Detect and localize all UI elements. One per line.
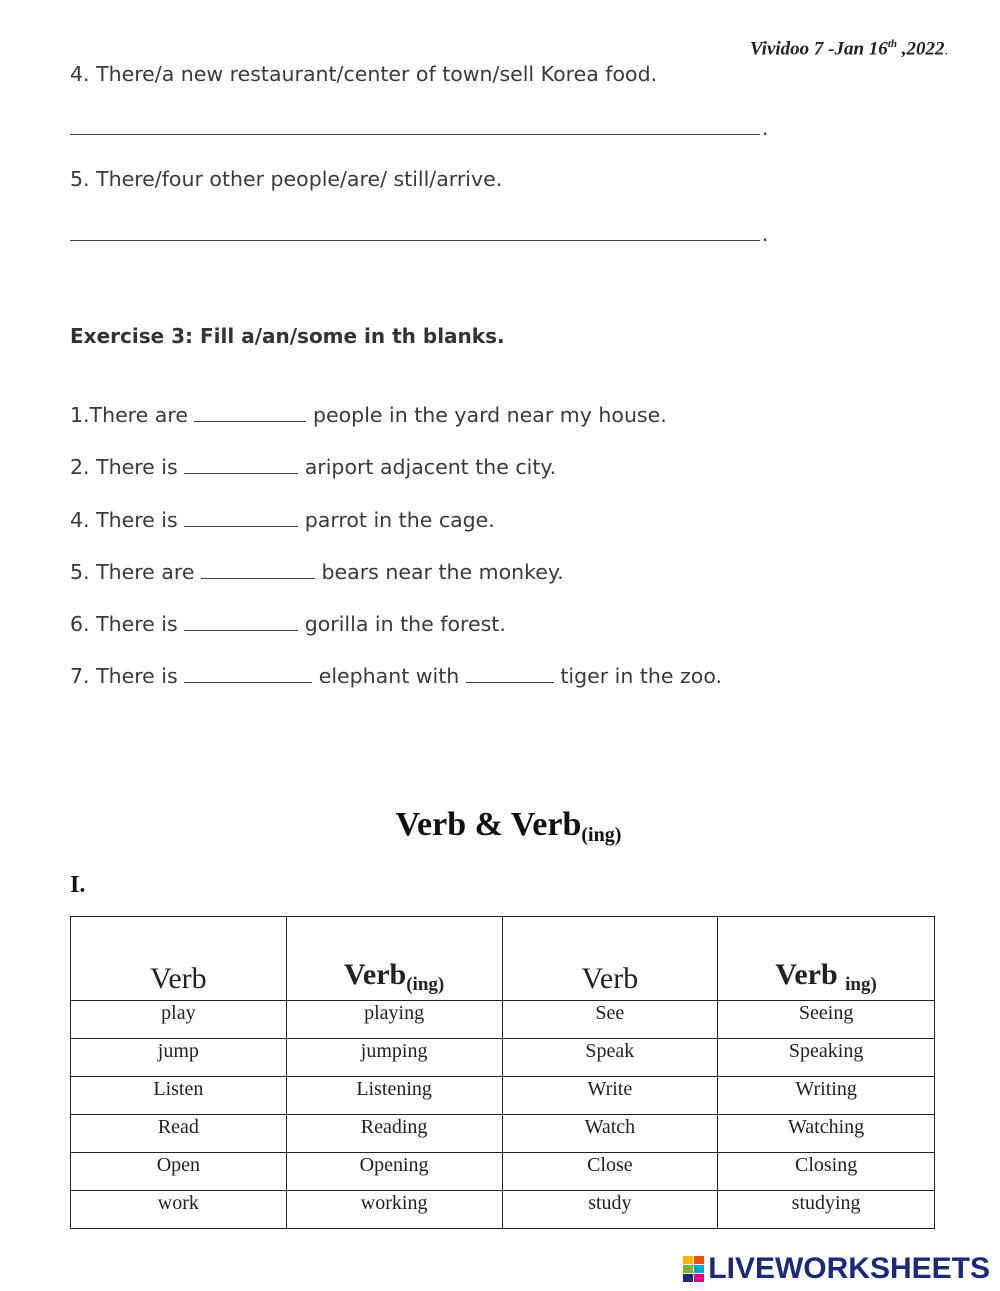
answer-line-5[interactable]	[70, 240, 760, 241]
item-6-after: gorilla in the forest.	[304, 612, 506, 636]
answer-line-5-dot: .	[762, 222, 769, 246]
logo-text: LIVEWORKSHEETS	[708, 1252, 990, 1285]
header-dot: .	[944, 43, 948, 59]
section-title-sub: (ing)	[581, 824, 622, 846]
table-cell: playing	[286, 1001, 502, 1039]
table-cell: work	[71, 1191, 287, 1229]
table-cell: studying	[718, 1191, 935, 1229]
header-date-note	[750, 38, 948, 60]
exercise2-item-4: 4. There/a new restaurant/center of town/sell Korea food.	[70, 62, 658, 86]
table-row	[71, 1153, 935, 1191]
table-row	[71, 1001, 935, 1039]
exercise3-item-6	[70, 612, 506, 636]
table-cell: Open	[71, 1153, 287, 1191]
logo-block	[683, 1274, 693, 1282]
table-cell: study	[502, 1191, 718, 1229]
exercise3-item-5	[70, 560, 564, 584]
item-2-before: 2. There is	[70, 455, 178, 479]
blank-6[interactable]	[184, 612, 298, 631]
table-cell: Listen	[71, 1077, 287, 1115]
table-row	[71, 1077, 935, 1115]
logo-mark-icon	[683, 1256, 704, 1282]
table-row	[71, 1039, 935, 1077]
exercise2-item-5: 5. There/four other people/are/ still/arrive.	[70, 167, 503, 191]
item-4-before: 4. There is	[70, 508, 178, 532]
table-cell: Read	[71, 1115, 287, 1153]
header-verb-ing-1: Verb$_{(ing)}$	[286, 917, 502, 1001]
header-verb-1: Verb	[71, 917, 287, 1001]
item-6-before: 6. There is	[70, 612, 178, 636]
section-title	[0, 806, 1000, 847]
table-row	[71, 1191, 935, 1229]
blank-1[interactable]	[194, 403, 306, 422]
table-cell: Listening	[286, 1077, 502, 1115]
item-1-before: 1.There are	[70, 403, 188, 427]
table-cell: Seeing	[718, 1001, 935, 1039]
section-title-main: Verb & Verb	[395, 806, 582, 843]
exercise3-title: Exercise 3: Fill a/an/some in th blanks.	[70, 324, 505, 348]
blank-4[interactable]	[184, 508, 298, 527]
blank-2[interactable]	[184, 455, 298, 474]
exercise3-item-2	[70, 455, 556, 479]
blank-7b[interactable]	[466, 664, 554, 683]
item-5-before: 5. There are	[70, 560, 195, 584]
table-cell: Writing	[718, 1077, 935, 1115]
verb-table	[70, 916, 935, 1229]
exercise3-item-7	[70, 664, 722, 688]
item-7-middle: elephant with	[318, 664, 460, 688]
answer-line-4-dot: .	[762, 116, 769, 140]
liveworksheets-logo[interactable]	[683, 1252, 990, 1286]
header-suffix: ,2022	[897, 38, 945, 60]
table-header-row	[71, 917, 935, 1001]
table-cell: Opening	[286, 1153, 502, 1191]
blank-7a[interactable]	[184, 664, 312, 683]
logo-block	[694, 1256, 704, 1264]
table-cell: Close	[502, 1153, 718, 1191]
exercise3-item-4	[70, 508, 495, 532]
table-cell: Reading	[286, 1115, 502, 1153]
header-sup: th	[887, 38, 897, 50]
logo-block	[694, 1265, 704, 1273]
logo-block	[683, 1265, 693, 1273]
table-row	[71, 1115, 935, 1153]
logo-block	[694, 1274, 704, 1282]
table-cell: Watching	[718, 1115, 935, 1153]
answer-line-4[interactable]	[70, 134, 760, 135]
table-cell: Speak	[502, 1039, 718, 1077]
table-cell: Write	[502, 1077, 718, 1115]
header-verb-2: Verb	[502, 917, 718, 1001]
exercise3-item-1	[70, 403, 667, 427]
item-2-after: ariport adjacent the city.	[304, 455, 557, 479]
item-1-after: people in the yard near my house.	[313, 403, 667, 427]
logo-block	[683, 1256, 693, 1264]
header-prefix: Vividoo 7 -Jan 16	[750, 38, 888, 60]
blank-5[interactable]	[201, 560, 315, 579]
table-cell: jump	[71, 1039, 287, 1077]
item-4-after: parrot in the cage.	[304, 508, 495, 532]
header-verb-ing-2: Verb $_{ing)}$	[718, 917, 935, 1001]
table-cell: play	[71, 1001, 287, 1039]
table-cell: Watch	[502, 1115, 718, 1153]
item-7-before: 7. There is	[70, 664, 178, 688]
item-7-after: tiger in the zoo.	[560, 664, 723, 688]
table-cell: jumping	[286, 1039, 502, 1077]
table-cell: Speaking	[718, 1039, 935, 1077]
table-cell: Closing	[718, 1153, 935, 1191]
item-5-after: bears near the monkey.	[321, 560, 564, 584]
table-cell: See	[502, 1001, 718, 1039]
part-number: I.	[70, 872, 86, 898]
table-cell: working	[286, 1191, 502, 1229]
